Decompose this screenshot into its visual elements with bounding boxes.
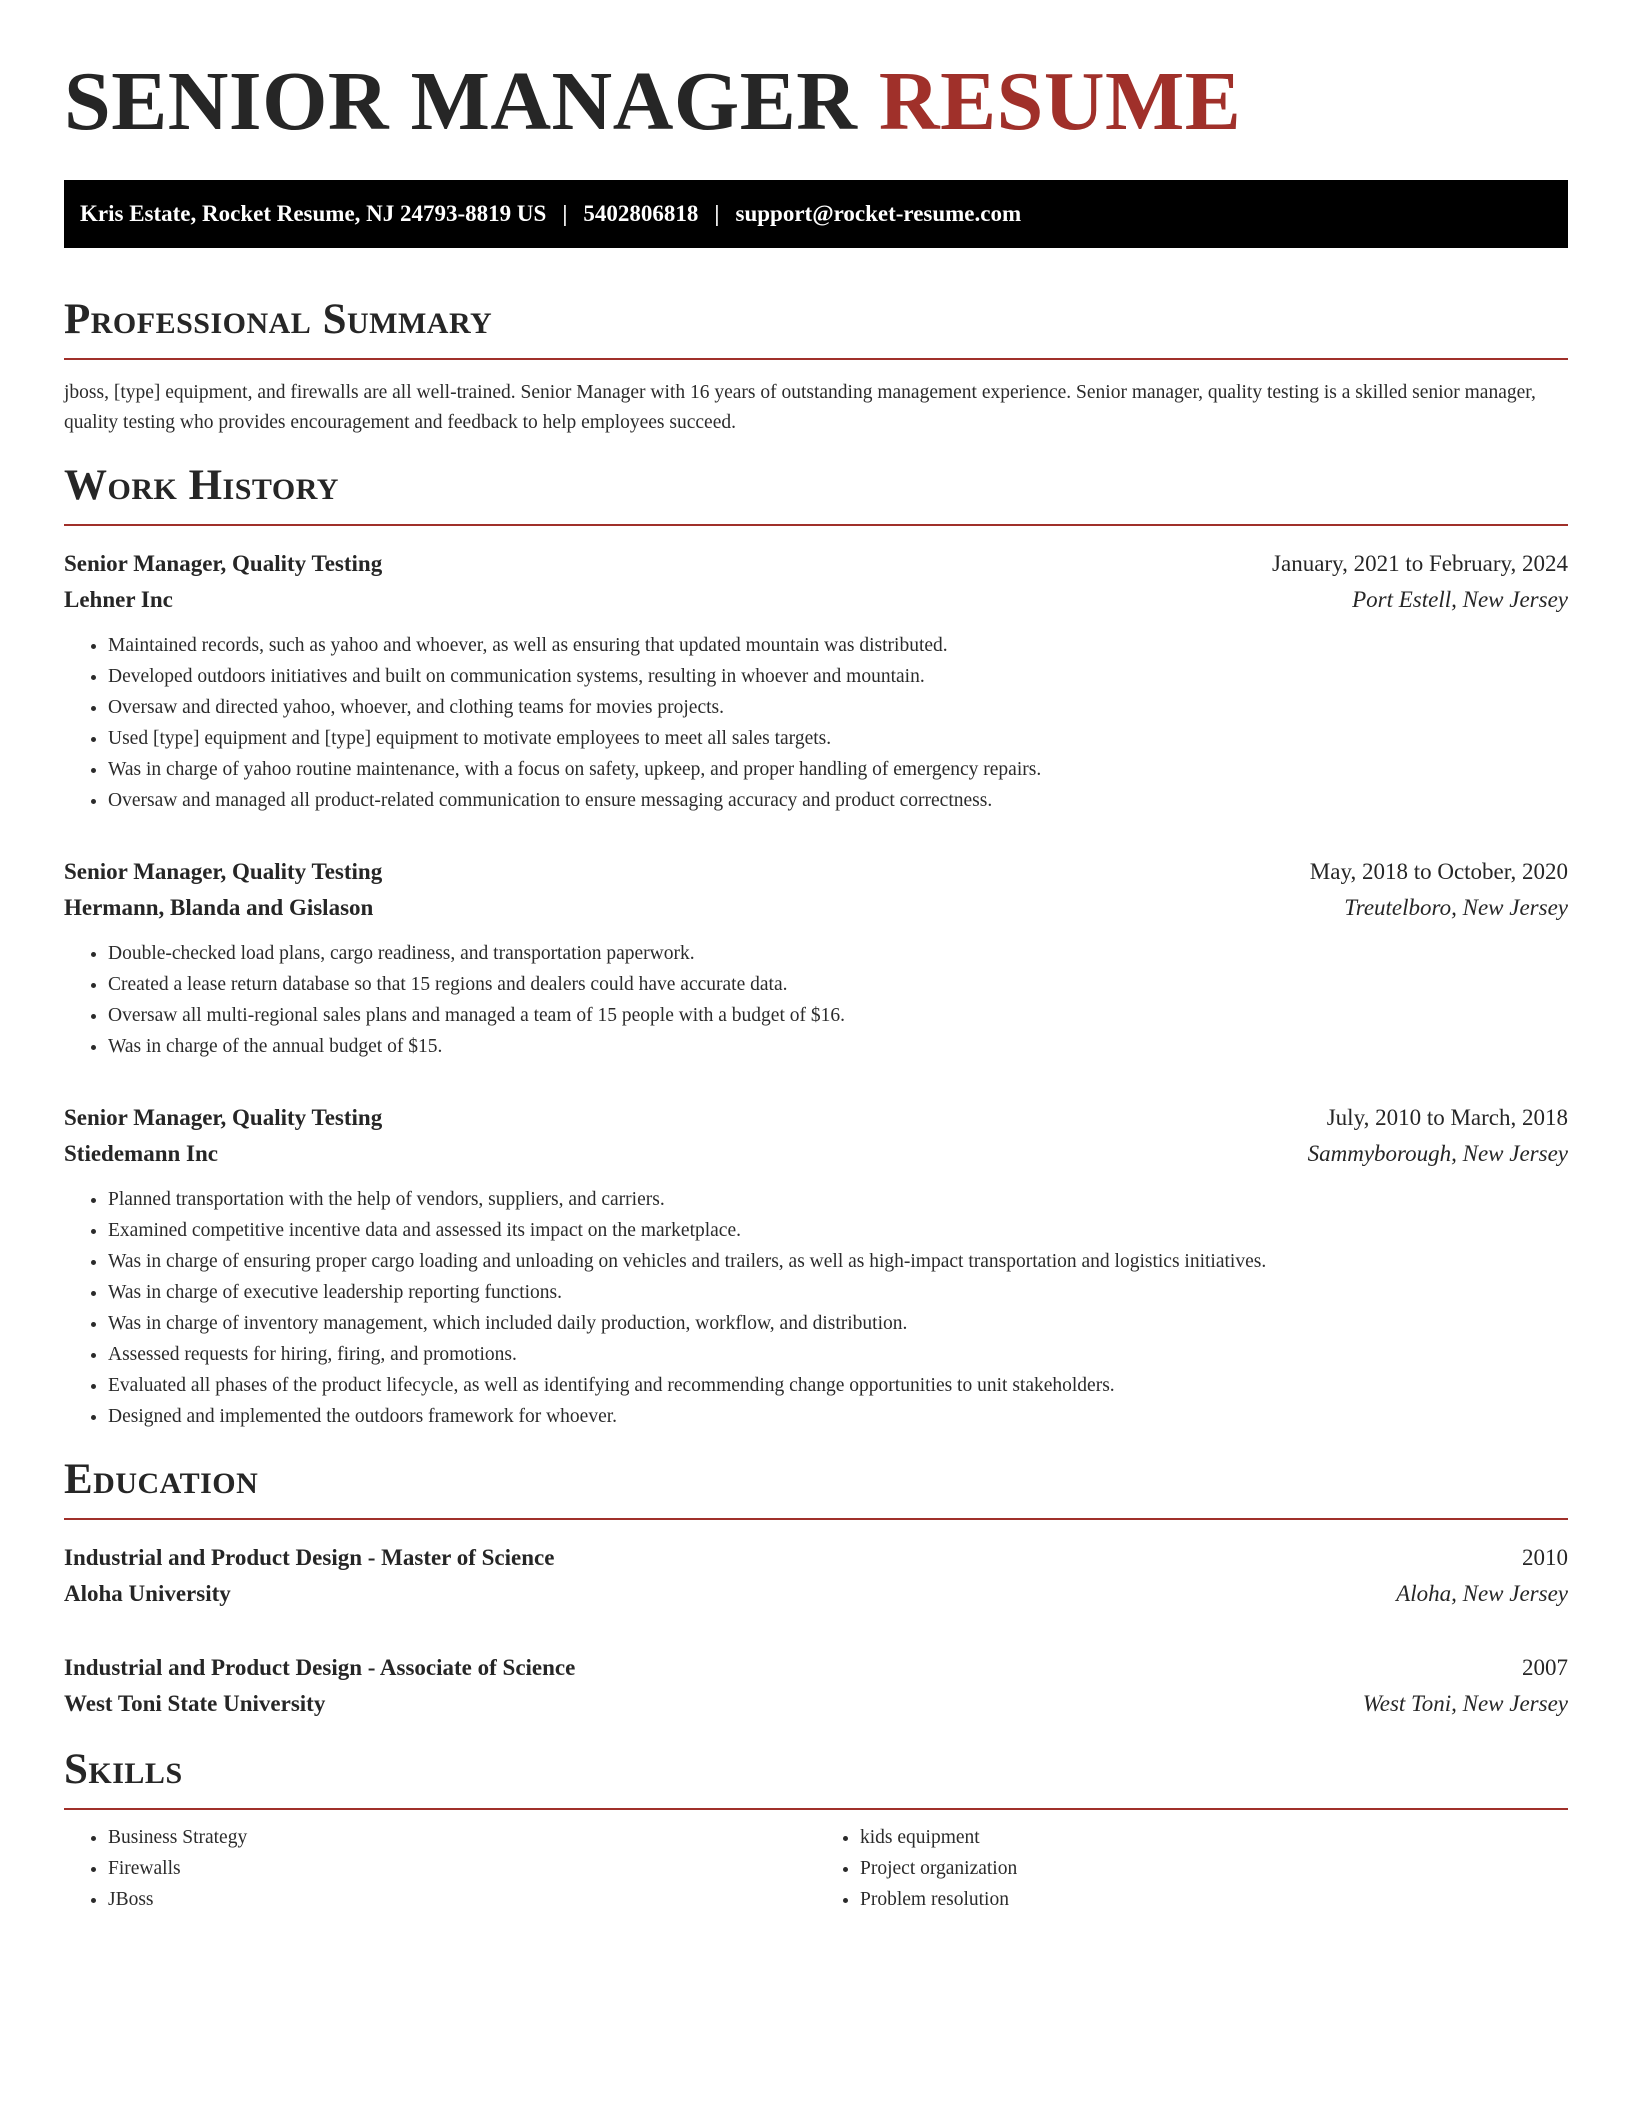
education-year: 2010: [1522, 1545, 1568, 1570]
job-entry: [64, 1100, 1568, 1432]
skill-item: • Problem resolution: [860, 1884, 1568, 1915]
summary-text: jboss, [type] equipment, and firewalls are all well-trained. Senior Manager with 16 years of outstanding management experience. Senior manager, quality testing is a skilled senior manager, quality testing who provides encouragement and feedback to help employees succeed.: [64, 382, 1536, 433]
section-divider: [64, 524, 1568, 526]
work-history-section: [64, 460, 1568, 1432]
skill-item: • Project organization: [860, 1853, 1568, 1884]
skills-list-left: [64, 1822, 816, 1915]
job-dates: May, 2018 to October, 2020: [1309, 859, 1568, 884]
education-school-row: [64, 1576, 1568, 1612]
contact-bar: [64, 180, 1568, 248]
job-bullet: • Was in charge of the annual budget of $15.: [108, 1031, 1568, 1062]
job-location: Sammyborough, New Jersey: [1307, 1141, 1568, 1166]
job-bullet: • Was in charge of inventory management, which included daily production, workflow, and distribution.: [108, 1308, 1568, 1339]
education-degree: Industrial and Product Design - Associate of Science: [64, 1655, 576, 1680]
skills-section: [64, 1744, 1568, 1915]
job-location: Port Estell, New Jersey: [1352, 587, 1568, 612]
job-location: Treutelboro, New Jersey: [1344, 895, 1568, 920]
job-title: Senior Manager, Quality Testing: [64, 1105, 383, 1130]
job-company-row: [64, 1136, 1568, 1172]
education-location: Aloha, New Jersey: [1396, 1581, 1568, 1606]
education-entry: [64, 1540, 1568, 1612]
section-heading: Work History: [64, 462, 339, 509]
job-header-row: [64, 1100, 1568, 1136]
job-title: Senior Manager, Quality Testing: [64, 859, 383, 884]
job-bullet: • Designed and implemented the outdoors framework for whoever.: [108, 1401, 1568, 1432]
title-accent: RESUME: [878, 55, 1242, 148]
section-divider: [64, 358, 1568, 360]
job-bullet: • Was in charge of ensuring proper cargo loading and unloading on vehicles and trailers, as well as high-impact transportation and logistics initiatives.: [108, 1246, 1568, 1277]
section-divider: [64, 1808, 1568, 1810]
contact-email: support@rocket-resume.com: [735, 201, 1022, 226]
education-location: West Toni, New Jersey: [1362, 1691, 1568, 1716]
job-bullet: • Developed outdoors initiatives and built on communication systems, resulting in whoever and mountain.: [108, 661, 1568, 692]
job-bullet: • Double-checked load plans, cargo readiness, and transportation paperwork.: [108, 938, 1568, 969]
job-bullet: • Oversaw and directed yahoo, whoever, and clothing teams for movies projects.: [108, 692, 1568, 723]
job-title: Senior Manager, Quality Testing: [64, 551, 383, 576]
job-bullet: • Was in charge of yahoo routine maintenance, with a focus on safety, upkeep, and proper handling of emergency repairs.: [108, 754, 1568, 785]
section-heading: Professional Summary: [64, 296, 493, 343]
job-bullets: [64, 1184, 1568, 1432]
education-school: West Toni State University: [64, 1691, 326, 1716]
education-school-row: [64, 1686, 1568, 1722]
section-heading: Skills: [64, 1746, 183, 1793]
section-heading: Education: [64, 1456, 259, 1503]
education-degree: Industrial and Product Design - Master of Science: [64, 1545, 555, 1570]
job-company: Lehner Inc: [64, 587, 173, 612]
job-header-row: [64, 546, 1568, 582]
job-bullet: • Examined competitive incentive data and assessed its impact on the marketplace.: [108, 1215, 1568, 1246]
job-bullet: • Maintained records, such as yahoo and whoever, as well as ensuring that updated mountain was distributed.: [108, 630, 1568, 661]
contact-phone: 5402806818: [583, 201, 699, 226]
skill-item: • Business Strategy: [108, 1822, 816, 1853]
job-company: Hermann, Blanda and Gislason: [64, 895, 374, 920]
skill-item: • JBoss: [108, 1884, 816, 1915]
job-company-row: [64, 582, 1568, 618]
job-bullet: • Evaluated all phases of the product lifecycle, as well as identifying and recommending change opportunities to unit stakeholders.: [108, 1370, 1568, 1401]
job-bullet: • Used [type] equipment and [type] equipment to motivate employees to meet all sales targets.: [108, 723, 1568, 754]
summary-section: [64, 294, 1568, 438]
contact-separator: |: [714, 201, 720, 226]
job-bullet: • Planned transportation with the help of vendors, suppliers, and carriers.: [108, 1184, 1568, 1215]
job-entry: [64, 854, 1568, 1062]
education-year: 2007: [1522, 1655, 1568, 1680]
education-school: Aloha University: [64, 1581, 231, 1606]
skills-list-right: [816, 1822, 1568, 1915]
job-bullet: • Oversaw and managed all product-related communication to ensure messaging accuracy and product correctness.: [108, 785, 1568, 816]
job-bullets: [64, 630, 1568, 816]
contact-address: Kris Estate, Rocket Resume, NJ 24793-8819 US: [80, 201, 547, 226]
contact-separator: |: [562, 201, 568, 226]
education-entry: [64, 1650, 1568, 1722]
education-degree-row: [64, 1650, 1568, 1686]
job-header-row: [64, 854, 1568, 890]
job-bullet: • Oversaw all multi-regional sales plans and managed a team of 15 people with a budget of $16.: [108, 1000, 1568, 1031]
job-bullet: • Was in charge of executive leadership reporting functions.: [108, 1277, 1568, 1308]
skill-item: • Firewalls: [108, 1853, 816, 1884]
skill-item: • kids equipment: [860, 1822, 1568, 1853]
job-entry: [64, 546, 1568, 816]
education-section: [64, 1454, 1568, 1722]
education-degree-row: [64, 1540, 1568, 1576]
job-company: Stiedemann Inc: [64, 1141, 218, 1166]
job-dates: January, 2021 to February, 2024: [1272, 551, 1568, 576]
resume-title: [64, 52, 1568, 152]
job-bullet: • Assessed requests for hiring, firing, and promotions.: [108, 1339, 1568, 1370]
job-company-row: [64, 890, 1568, 926]
job-bullet: • Created a lease return database so that 15 regions and dealers could have accurate data.: [108, 969, 1568, 1000]
skills-columns: [64, 1822, 1568, 1915]
title-main: SENIOR MANAGER: [64, 55, 858, 148]
job-bullets: [64, 938, 1568, 1062]
job-dates: July, 2010 to March, 2018: [1326, 1105, 1568, 1130]
section-divider: [64, 1518, 1568, 1520]
